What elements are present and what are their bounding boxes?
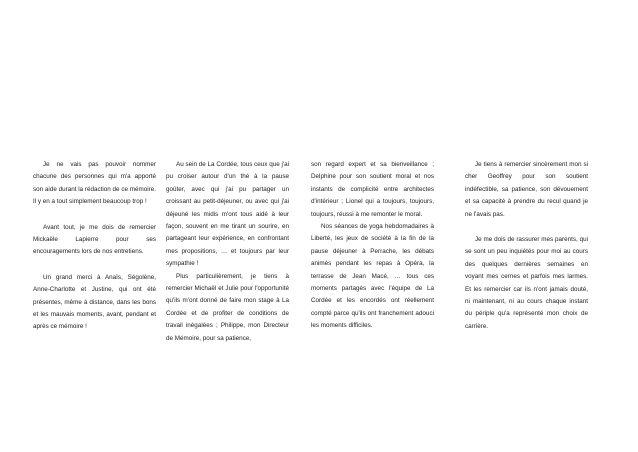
paragraph: Plus particulièrement, je tiens à remercier Michaël et Julie pour l'opportunité qu'ils m'ont donné de faire mon stage à La Cordée et de profiter de conditions de travail inégalées ; Philippe, mon Directeur de Mémoire, pour sa patience,: [166, 272, 289, 342]
text-column-4: [465, 159, 588, 333]
text-column-1: [33, 159, 156, 334]
text-column-2: [166, 159, 289, 345]
paragraph: Je tiens à remercier sincèrement mon si cher Geoffrey pour son soutient indéfectible, sa patience, son dévouement et sa capacité à prendre du recul quand je ne l'avais pas.: [465, 161, 588, 218]
paragraph: Nos séances de yoga hebdomadaires à Liberté, les jeux de société à la fin de la pause déjeuner à Perrache, les débats animés pendant les repas à Opéra, la terrasse de Jean Macé, … tous ces moments partagés avec l'équipe de La Cordée et les encordés ont réellement compté parce qu'ils ont franchement adouci les moments difficiles.: [311, 223, 434, 330]
paragraph: Je me dois de rassurer mes parents, qui se sont un peu inquiétés pour moi au cours des quelques dernières semaines en voyant mes cernes et parfois mes larmes. Et les remercier car ils n'ont jamais douté, ni maintenant, ni au cours chaque instant du périple qu'a représenté mon choix de carrière.: [465, 236, 588, 330]
paragraph: Avant tout, je me dois de remercier Mickaële Lapierre pour ses encouragements lors de nos entretiens.: [33, 223, 156, 256]
text-column-3: [311, 159, 434, 333]
paragraph: Au sein de La Cordée, tous ceux que j'ai pu croiser autour d'un thé à la pause goûter, avec qui j'ai pu partager un croissant au petit-déjeuner, ou avec qui j'ai déjeuné les midis m'ont tous aidé à leur façon, souvent en me tirant un sourire, en partageant leur expérience, en confrontant mes propositions, … et toujours par leur sympathie !: [166, 161, 289, 268]
paragraph: son regard expert et sa bienveillance ; Delphine pour son soutient moral et nos instants de complicité entre architectes d'intérieur ; Lionel qui a toujours, toujours, toujours, réussi à me remonter le moral.: [311, 161, 434, 218]
paragraph: Un grand merci à Anaïs, Ségolène, Anne-Charlotte et Justine, qui ont été présentes, même à distance, dans les bons et les mauvais moments, avant, pendant et après ce mémoire !: [33, 273, 156, 331]
paragraph: Je ne vais pas pouvoir nommer chacune des personnes qui m'a apporté son aide durant la rédaction de ce mémoire. Il y en a tout simplement beaucoup trop !: [33, 161, 156, 206]
